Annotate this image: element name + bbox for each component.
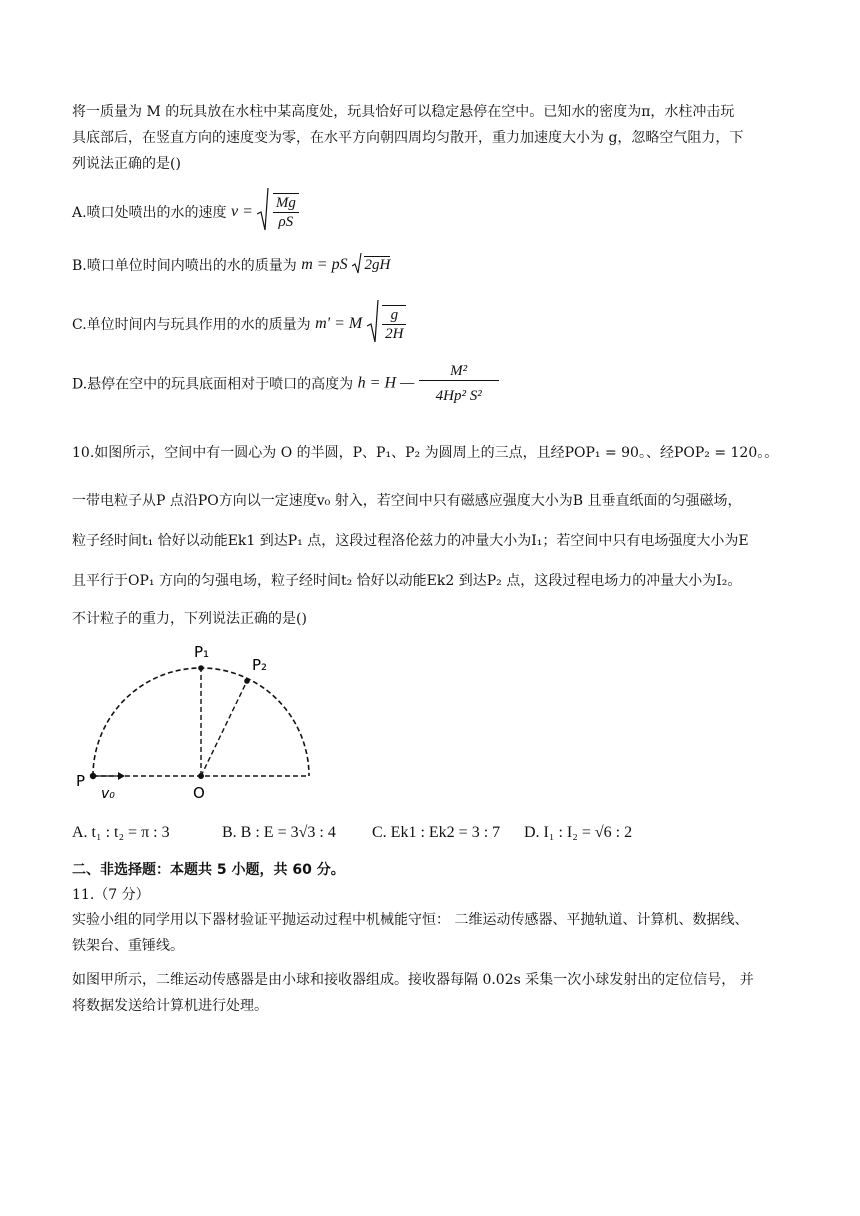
q9-option-a-denominator: ρS — [278, 214, 294, 230]
sqrt-symbol-icon — [352, 252, 362, 278]
q10-option-c: C. Ek1 : Ek2 = 3 : 7 — [372, 824, 501, 841]
q9-option-a-lhs: v = — [231, 203, 253, 220]
o-to-p2-line — [201, 681, 247, 776]
q9-option-a-text: A.喷口处喷出的水的速度 — [72, 205, 227, 221]
q10-stem-line1: 10.如图所示，空间中有一圆心为 O 的半圆，P、P₁、P₂ 为圆周上的三点，且经POP₁ = 90。、经POP₂ = 120。。 — [72, 445, 779, 461]
label-p1: P₁ — [194, 643, 210, 661]
sqrt-symbol-icon — [257, 188, 269, 236]
q9-option-d-lhs: h = H — — [357, 374, 415, 392]
q9-option-c-numerator: g — [382, 306, 406, 325]
q9-option-c-fraction — [382, 305, 406, 343]
q9-option-a-fraction — [273, 193, 299, 231]
q9-option-b-expr: pS — [331, 256, 348, 273]
label-v0: v₀ — [101, 786, 115, 802]
q9-option-a-numerator: Mg — [273, 194, 299, 213]
q9-option-b-radicand: 2gH — [364, 256, 391, 273]
point-p1-dot — [198, 665, 204, 671]
q11-line1: 实验小组的同学用以下器材验证平抛运动过程中机械能守恒： 二维运动传感器、平抛轨道、计算机、数据线、 — [72, 912, 749, 928]
q9-option-d — [72, 362, 499, 405]
q9-option-b-text: B.喷口单位时间内喷出的水的质量为 — [72, 258, 297, 274]
q10-stem-line2: 一带电粒子从P 点沿PO方向以一定速度v₀ 射入，若空间中只有磁感应强度大小为B 且垂直纸面的匀强磁场， — [72, 493, 742, 509]
q10-stem-line3: 粒子经时间t₁ 恰好以动能Ek1 到达P₁ 点，这段过程洛伦兹力的冲量大小为I₁；若空间中只有电场强度大小为E — [72, 533, 749, 549]
point-p2-dot — [244, 678, 250, 684]
q10-option-a: A. t₁ : t₂ = π : 3 — [72, 824, 170, 841]
q11-line3: 如图甲所示，二维运动传感器是由小球和接收器组成。接收器每隔 0.02s 采集一次小球发射出的定位信号， 并 — [72, 972, 754, 988]
q11-line4: 将数据发送给计算机进行处理。 — [72, 998, 268, 1014]
q10-stem-line4: 且平行于OP₁ 方向的匀强电场，粒子经时间t₂ 恰好以动能Ek2 到达P₂ 点，这段过程电场力的冲量大小为I₂。 — [72, 573, 742, 589]
q9-option-c-text: C.单位时间内与玩具作用的水的质量为 — [72, 317, 311, 333]
q9-option-d-numerator: M² — [419, 362, 499, 381]
q9-option-c-lhs: m' = M — [315, 315, 363, 332]
q9-option-c-denominator: 2H — [385, 326, 404, 342]
q9-option-b — [72, 252, 390, 278]
point-o-dot — [198, 773, 204, 779]
sqrt-symbol-icon — [367, 300, 379, 348]
semicircle-figure — [68, 638, 328, 808]
label-p: P — [76, 772, 86, 790]
q9-stem-line1: 将一质量为 M 的玩具放在水柱中某高度处，玩具恰好可以稳定悬停在空中。已知水的密度为π，水柱冲击玩 — [72, 104, 735, 120]
q10-stem-line5: 不计粒子的重力，下列说法正确的是() — [72, 611, 307, 627]
q9-option-b-lhs: m = — [301, 256, 332, 273]
q9-option-a — [72, 188, 299, 236]
section2-heading: 二、非选择题：本题共 5 小题，共 60 分。 — [72, 862, 345, 878]
q9-stem-line3: 列说法正确的是() — [72, 156, 181, 172]
q11-title: 11.（7 分） — [72, 887, 150, 903]
q10-option-b: B. B : E = 3√3 : 4 — [222, 824, 336, 841]
q9-option-d-text: D.悬停在空中的玩具底面相对于喷口的高度为 — [72, 376, 354, 393]
point-p-dot — [90, 773, 96, 779]
velocity-arrowhead-icon — [118, 772, 125, 780]
q9-option-c — [72, 300, 406, 348]
q11-line2: 铁架台、重锤线。 — [72, 938, 184, 954]
q10-option-d: D. I₁ : I₂ = √6 : 2 — [524, 824, 633, 841]
q9-stem-line2: 具底部后，在竖直方向的速度变为零，在水平方向朝四周均匀散开，重力加速度大小为 g，忽略空气阻力，下 — [72, 130, 744, 146]
label-p2: P₂ — [252, 656, 268, 674]
q9-option-d-denominator: 4Hp² S² — [435, 388, 482, 404]
label-o: O — [193, 784, 205, 802]
q9-option-d-fraction — [419, 362, 499, 405]
